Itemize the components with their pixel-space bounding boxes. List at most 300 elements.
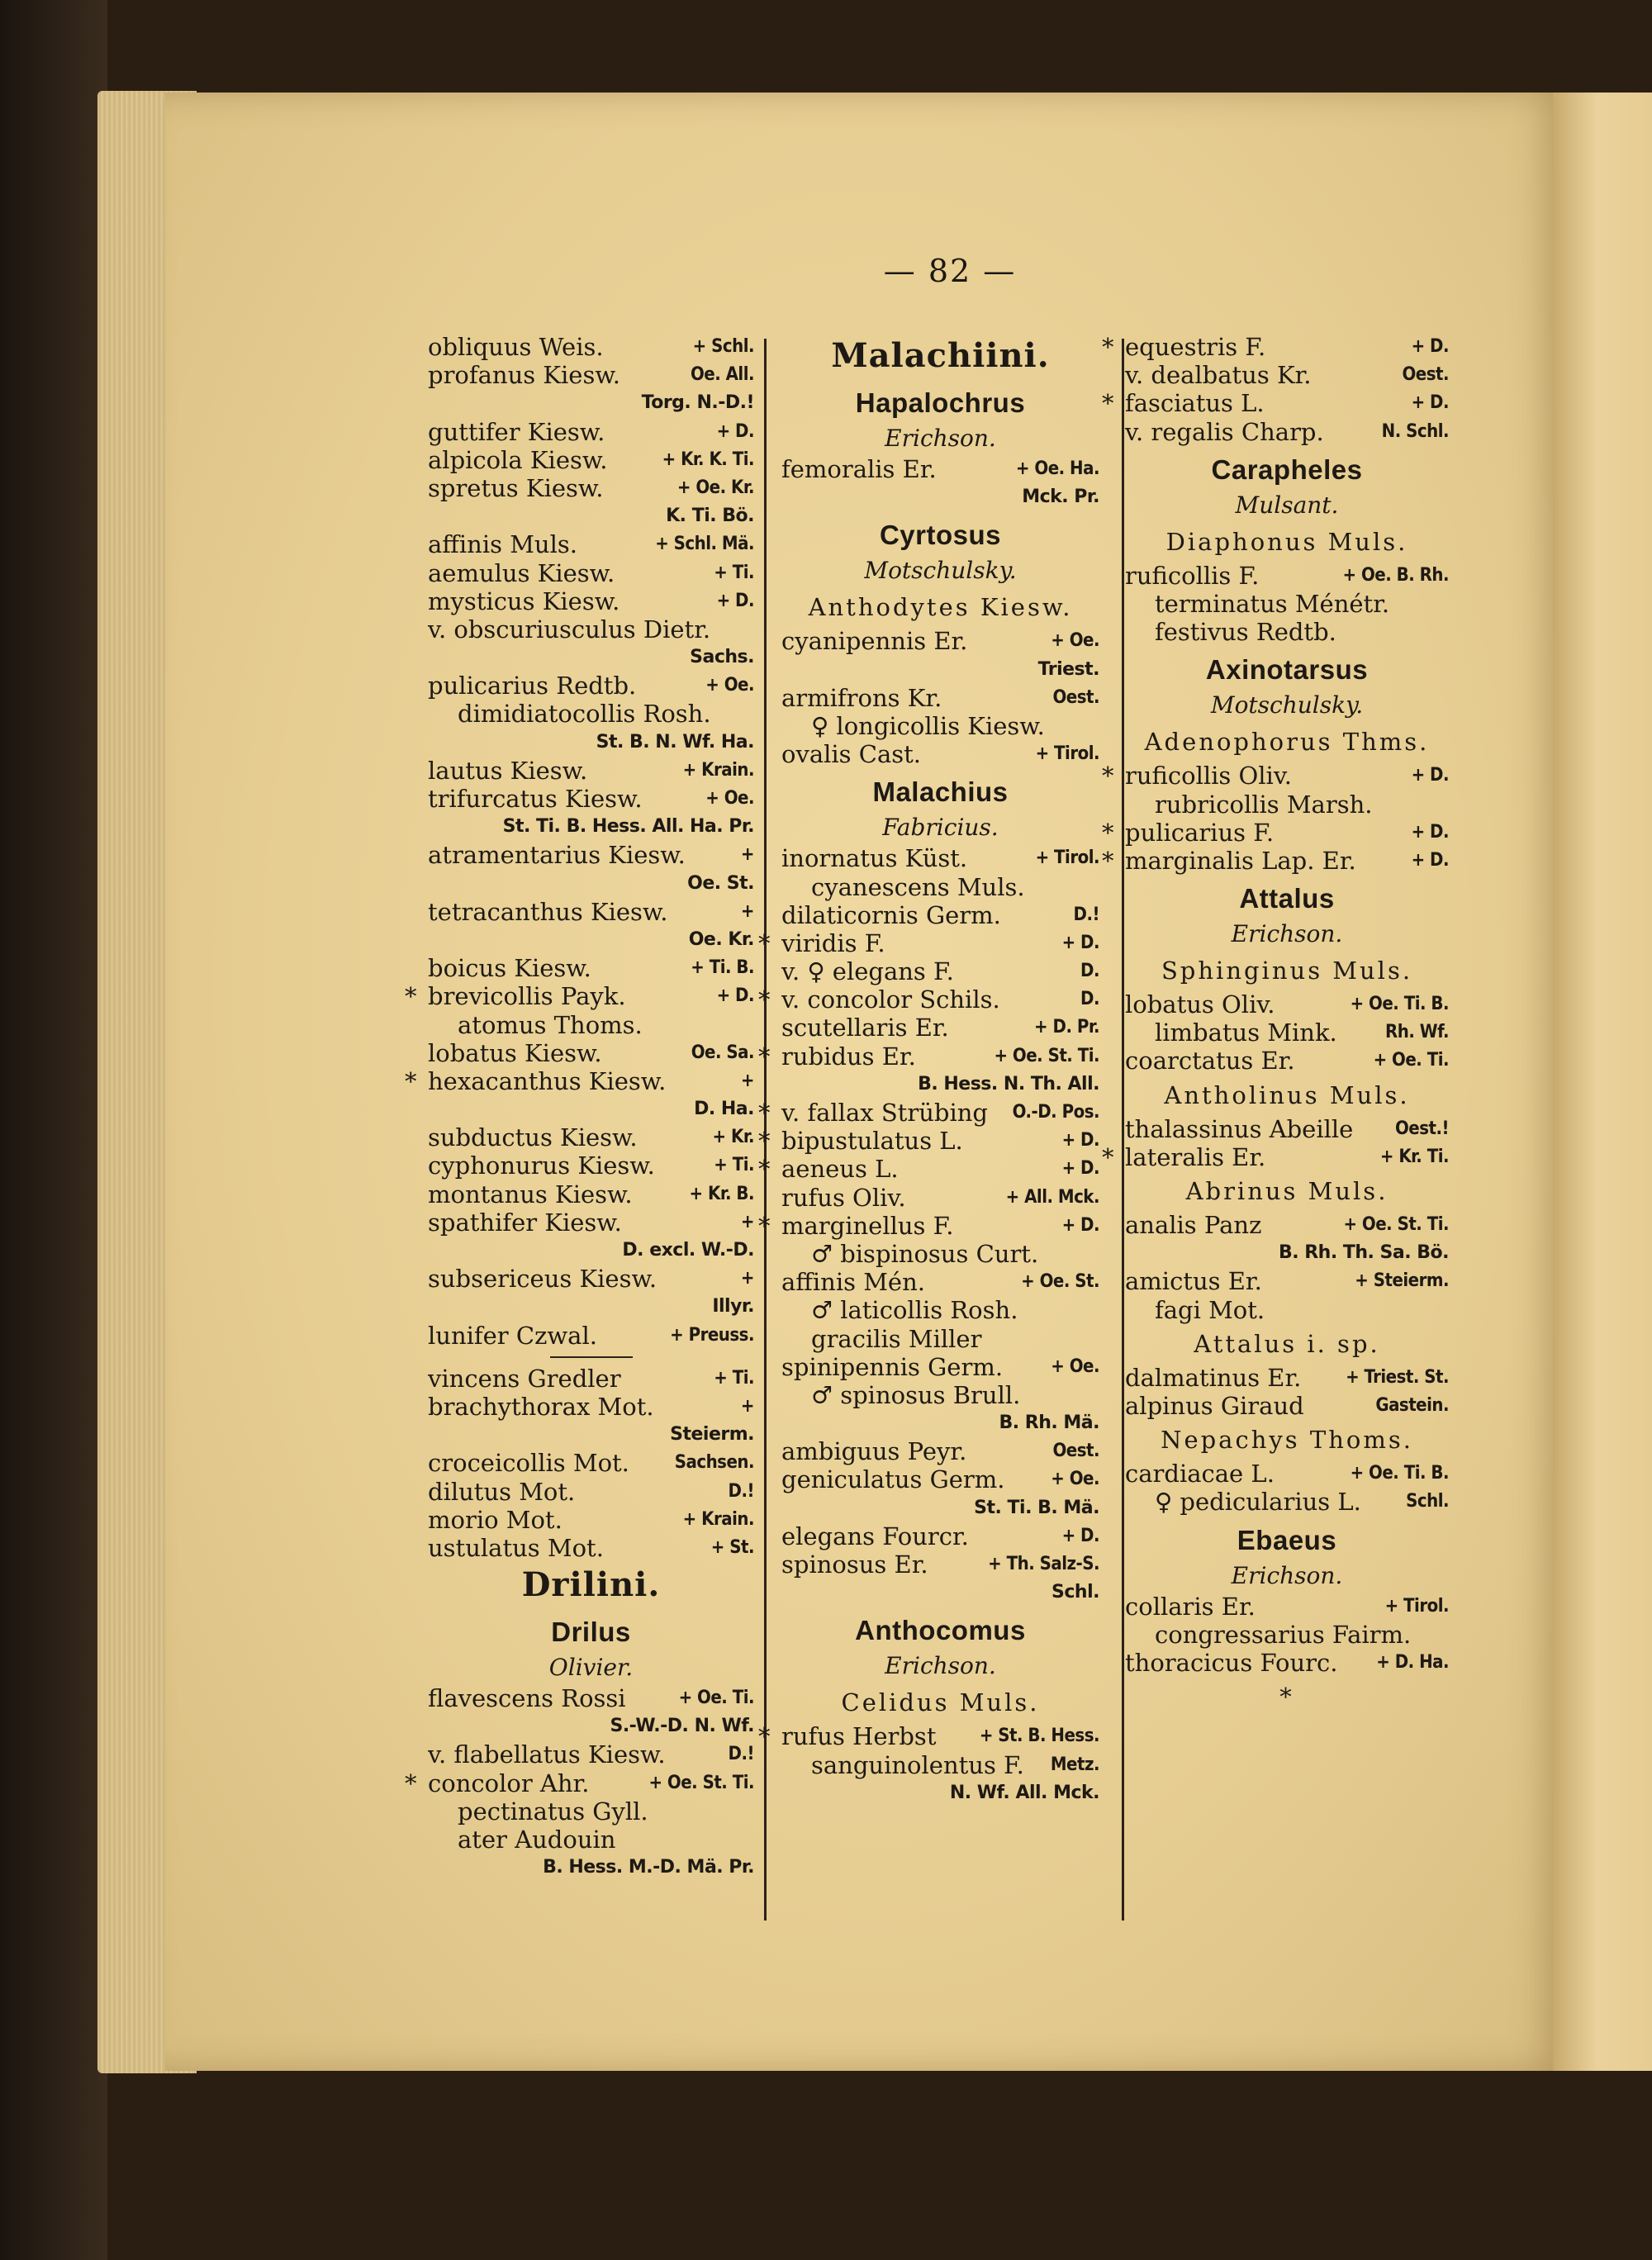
species-name: marginalis Lap. Er. (1125, 846, 1356, 875)
species-entry (428, 785, 754, 813)
species-entry (1125, 418, 1449, 446)
distribution-range: + D. Ha. (1376, 1651, 1449, 1673)
distribution-range: + D. (1411, 336, 1449, 357)
species-name: ♀ pedicularius L. (1155, 1488, 1361, 1517)
species-entry (1125, 1649, 1449, 1677)
species-entry (781, 1184, 1099, 1212)
species-name: rubidus Er. (781, 1042, 916, 1071)
species-name: v. dealbatus Kr. (1125, 361, 1312, 390)
species-entry (758, 985, 1099, 1014)
distribution-range: + Oe. B. Rh. (1342, 564, 1449, 586)
species-name: limbatus Mink. (1155, 1018, 1337, 1047)
species-entry (781, 957, 1099, 985)
asterisk-mark: * (758, 1099, 771, 1127)
species-name: gracilis Miller (811, 1324, 982, 1353)
asterisk-mark: * (405, 1769, 417, 1797)
asterisk-mark: * (758, 1155, 771, 1184)
species-name: lobatus Kiesw. (428, 1038, 602, 1067)
species-entry (428, 1123, 754, 1151)
species-name: ruficollis Oliv. (1125, 762, 1292, 791)
distribution-range: + Schl. Mä. (655, 534, 754, 555)
distribution-continuation: Torg. N.-D.! (641, 392, 754, 414)
distribution-range: + D. (716, 420, 754, 442)
species-entry (781, 1325, 1099, 1353)
distribution-range: Oest. (1052, 1441, 1099, 1462)
species-name: sanguinolentus F. (811, 1750, 1024, 1779)
distribution-range: Oe. All. (690, 364, 754, 386)
species-name: armifrons Kr. (781, 683, 942, 712)
species-name: rufus Herbst (781, 1722, 937, 1751)
species-entry (1125, 1047, 1449, 1075)
species-name: v. flabellatus Kiesw. (428, 1740, 666, 1769)
distribution-continuation: Oe. Kr. (688, 928, 754, 950)
species-name: v. concolor Schils. (781, 985, 1000, 1014)
species-entry (781, 455, 1099, 483)
species-name: affinis Mén. (781, 1268, 925, 1297)
distribution-range: + Oe. Kr. (676, 477, 754, 498)
distribution-range: + Tirol. (1035, 743, 1099, 765)
species-entry (1125, 618, 1449, 646)
distribution-range: + Oe. Ti. (1373, 1050, 1449, 1071)
species-entry (758, 1099, 1099, 1127)
species-entry (428, 1180, 754, 1208)
distribution-range: + Ti. (714, 1155, 754, 1176)
distribution-continuation: St. B. N. Wf. Ha. (596, 731, 754, 753)
distribution-continuation: Mck. Pr. (1022, 487, 1099, 508)
distribution-range: + St. (710, 1536, 754, 1558)
subgenus-heading: Antholinus Muls. (1164, 1080, 1410, 1109)
distribution-range: + Ti. B. (691, 957, 754, 979)
subgenus-heading: Nepachys Thoms. (1161, 1426, 1413, 1455)
species-entry (1125, 1267, 1449, 1295)
species-entry (428, 1365, 754, 1393)
species-name: amictus Er. (1125, 1267, 1262, 1296)
species-name: bipustulatus L. (781, 1127, 963, 1156)
distribution-continuation: B. Hess. M.-D. Mä. Pr. (543, 1857, 754, 1878)
species-name: v. ♀ elegans F. (781, 957, 954, 986)
subgenus-heading: Celidus Muls. (841, 1688, 1040, 1717)
species-name: coarctatus Er. (1125, 1047, 1295, 1075)
species-entry (428, 446, 754, 474)
species-entry (428, 1478, 754, 1506)
species-entry (428, 1039, 754, 1067)
distribution-continuation: D. excl. W.-D. (622, 1240, 754, 1261)
species-name: geniculatus Germ. (781, 1465, 1005, 1494)
distribution-range: + Oe. St. Ti. (1343, 1214, 1449, 1235)
species-name: ater Audouin (458, 1826, 616, 1854)
asterisk-mark: * (1102, 1142, 1114, 1171)
distribution-range: D.! (728, 1744, 754, 1765)
species-name: hexacanthus Kiesw. (428, 1066, 667, 1095)
species-entry (758, 928, 1099, 957)
species-entry (781, 1437, 1099, 1465)
distribution-range: + Ti. (714, 1367, 754, 1389)
species-entry (428, 418, 754, 446)
genus-author: Mulsant. (1235, 491, 1339, 519)
distribution-range: + (740, 1211, 754, 1232)
distribution-range: + D. (1411, 849, 1449, 871)
asterisk-mark: * (758, 928, 771, 957)
species-name: subductus Kiesw. (428, 1123, 638, 1152)
species-name: rubricollis Marsh. (1155, 790, 1373, 819)
species-entry (781, 740, 1099, 768)
species-name: dalmatinus Er. (1125, 1363, 1302, 1392)
asterisk-mark: * (758, 1211, 771, 1240)
species-name: alpinus Giraud (1125, 1391, 1304, 1420)
distribution-range: Rh. Wf. (1384, 1022, 1449, 1043)
species-name: vincens Gredler (428, 1364, 621, 1393)
species-name: montanus Kiesw. (428, 1180, 633, 1208)
species-name: fagi Mot. (1155, 1295, 1265, 1324)
species-entry (1125, 1018, 1449, 1047)
species-entry (1102, 818, 1449, 847)
distribution-range: + D. Pr. (1034, 1017, 1099, 1038)
distribution-range: + Oe. St. Ti. (648, 1772, 754, 1793)
species-name: v. fallax Strübing (781, 1099, 988, 1127)
genus-heading: Attalus (1239, 883, 1335, 914)
distribution-range: + D. (1061, 1158, 1099, 1180)
species-entry (428, 1506, 754, 1534)
species-entry (428, 1393, 754, 1421)
species-entry (1125, 990, 1449, 1018)
species-name: cyanescens Muls. (811, 872, 1025, 901)
distribution-range: + Ti. (714, 562, 754, 583)
species-name: spathifer Kiesw. (428, 1208, 622, 1237)
distribution-continuation: D. Ha. (694, 1099, 754, 1120)
species-entry (405, 1769, 754, 1797)
subgenus-heading: Sphinginus Muls. (1161, 957, 1413, 985)
species-entry (428, 587, 754, 615)
species-entry (781, 1550, 1099, 1579)
species-name: aeneus L. (781, 1155, 899, 1184)
distribution-range: Oest. (1402, 364, 1449, 386)
species-name: lobatus Oliv. (1125, 990, 1275, 1019)
distribution-range: + (740, 1268, 754, 1289)
distribution-range: + Oe. (1051, 1469, 1099, 1490)
species-name: femoralis Er. (781, 455, 937, 483)
species-name: ruficollis F. (1125, 561, 1260, 590)
species-entry (428, 1011, 754, 1039)
species-name: aemulus Kiesw. (428, 558, 615, 587)
distribution-range: + Kr. B. (689, 1183, 754, 1204)
distribution-continuation: Schl. (1051, 1582, 1099, 1603)
species-entry (1102, 1142, 1449, 1171)
genus-author: Erichson. (1231, 1561, 1343, 1589)
species-name: ovalis Cast. (781, 740, 922, 769)
genus-heading: Ebaeus (1237, 1524, 1337, 1555)
species-name: analis Panz (1125, 1211, 1262, 1239)
species-name: festivus Redtb. (1155, 618, 1336, 647)
species-entry (428, 1265, 754, 1293)
species-entry (428, 1740, 754, 1769)
species-entry (781, 1296, 1099, 1324)
distribution-range: + Oe. Ti. B. (1350, 1463, 1449, 1484)
species-entry (781, 1381, 1099, 1409)
species-name: brachythorax Mot. (428, 1392, 654, 1421)
species-entry (428, 530, 754, 558)
asterisk-mark: * (405, 982, 417, 1011)
species-entry (781, 844, 1099, 872)
column-right (1102, 333, 1449, 1716)
species-entry (781, 1465, 1099, 1493)
genus-heading: Carapheles (1211, 453, 1363, 485)
species-name: pectinatus Gyll. (458, 1797, 648, 1826)
distribution-range: + Oe. (1051, 630, 1099, 652)
distribution-range: + D. (716, 985, 754, 1007)
species-name: lautus Kiesw. (428, 756, 588, 785)
species-name: ustulatus Mot. (428, 1533, 604, 1562)
species-entry (428, 841, 754, 869)
genus-author: Erichson. (1231, 920, 1343, 948)
distribution-range: + D. (1061, 932, 1099, 953)
genus-heading: Drilus (551, 1617, 631, 1648)
species-entry (758, 1211, 1099, 1240)
distribution-range: + D. (1061, 1525, 1099, 1546)
distribution-continuation: Illyr. (712, 1296, 754, 1318)
distribution-range: + D. (716, 590, 754, 611)
species-name: equestris F. (1125, 333, 1266, 361)
species-name: thoracicus Fourc. (1125, 1648, 1338, 1677)
genus-heading: Anthocomus (855, 1615, 1026, 1646)
distribution-range: + Krain. (682, 759, 754, 781)
species-entry (428, 559, 754, 587)
distribution-range: + D. (1061, 1130, 1099, 1151)
species-entry (1125, 1115, 1449, 1143)
distribution-range: Oest.! (1394, 1118, 1449, 1139)
species-name: congressarius Fairm. (1155, 1620, 1412, 1649)
species-entry (1102, 846, 1449, 875)
next-page-edge (1553, 93, 1652, 2071)
species-entry (1125, 1364, 1449, 1392)
distribution-range: + Schl. (692, 336, 754, 357)
species-entry (781, 712, 1099, 740)
species-entry (428, 1449, 754, 1477)
species-name: viridis F. (781, 928, 885, 957)
species-name: lunifer Czwal. (428, 1321, 597, 1350)
species-name: obliquus Weis. (428, 333, 604, 361)
species-entry (781, 1522, 1099, 1550)
species-entry (781, 1240, 1099, 1268)
species-entry (405, 982, 754, 1011)
species-entry (428, 1151, 754, 1180)
asterisk-mark: * (1102, 846, 1114, 875)
distribution-range: D. (1080, 961, 1099, 982)
asterisk-mark: * (1102, 333, 1114, 361)
species-name: elegans Fourcr. (781, 1522, 969, 1550)
species-name: spinosus Er. (781, 1550, 928, 1579)
distribution-range: + Oe. Ti. (678, 1688, 754, 1709)
species-name: boicus Kiesw. (428, 954, 591, 983)
distribution-continuation: B. Rh. Mä. (999, 1412, 1099, 1434)
species-name: ♂ bispinosus Curt. (811, 1239, 1039, 1268)
genus-author: Fabricius. (882, 814, 999, 842)
genus-heading: Cyrtosus (879, 520, 1002, 551)
genus-heading: Malachius (872, 776, 1009, 808)
species-name: rufus Oliv. (781, 1183, 906, 1212)
species-name: ♂ laticollis Rosh. (811, 1296, 1018, 1325)
species-entry (1125, 791, 1449, 819)
distribution-continuation: Steierm. (670, 1424, 754, 1446)
species-entry (781, 1014, 1099, 1042)
distribution-range: Oest. (1052, 686, 1099, 708)
species-name: fasciatus L. (1125, 389, 1265, 418)
species-entry (1125, 590, 1449, 618)
species-name: ♀ longicollis Kiesw. (811, 711, 1045, 740)
species-name: subsericeus Kiesw. (428, 1265, 657, 1294)
column-rule-right (1122, 339, 1124, 1921)
subgenus-heading: Adenophorus Thms. (1144, 728, 1430, 757)
asterisk-mark: * (758, 1722, 771, 1751)
asterisk-mark: * (405, 1066, 417, 1095)
distribution-range: D. (1080, 989, 1099, 1010)
page-number: — 82 — (883, 253, 1017, 289)
distribution-range: + D. (1411, 765, 1449, 786)
distribution-range: + (740, 1395, 754, 1417)
distribution-range: + Kr. K. Ti. (662, 449, 754, 470)
distribution-range: + Krain. (682, 1508, 754, 1530)
distribution-range: + Preuss. (670, 1324, 754, 1346)
species-name: dilaticornis Germ. (781, 900, 1001, 929)
species-name: cardiacae L. (1125, 1460, 1275, 1488)
species-entry (758, 1722, 1099, 1751)
species-entry (428, 1797, 754, 1826)
species-entry (428, 333, 754, 361)
distribution-range: Sachsen. (674, 1452, 754, 1474)
species-name: ambiguus Peyr. (781, 1437, 967, 1466)
distribution-range: D.! (728, 1480, 754, 1502)
species-entry (1125, 1460, 1449, 1488)
tribe-heading: Malachiini. (831, 336, 1050, 375)
species-name: pulicarius F. (1125, 818, 1275, 847)
species-name: atomus Thoms. (458, 1010, 643, 1039)
species-entry (428, 700, 754, 728)
distribution-range: Schl. (1406, 1491, 1449, 1512)
genus-author: Motschulsky. (864, 557, 1017, 585)
distribution-range: + St. B. Hess. (979, 1726, 1099, 1747)
species-name: spretus Kiesw. (428, 473, 604, 502)
distribution-range: + (740, 900, 754, 922)
distribution-range: O.-D. Pos. (1012, 1102, 1099, 1123)
distribution-range: + Oe. (705, 788, 754, 809)
section-divider (550, 1356, 633, 1358)
species-name: ♂ spinosus Brull. (811, 1380, 1021, 1409)
species-entry (781, 1353, 1099, 1381)
species-entry (428, 1534, 754, 1562)
species-entry (428, 757, 754, 785)
asterisk-mark: * (1102, 818, 1114, 847)
species-name: dilutus Mot. (428, 1477, 576, 1506)
distribution-continuation: B. Rh. Th. Sa. Bö. (1278, 1242, 1449, 1264)
subgenus-heading: Attalus i. sp. (1194, 1329, 1380, 1358)
distribution-range: + Tirol. (1384, 1595, 1449, 1617)
distribution-range: + Th. Salz-S. (988, 1554, 1099, 1574)
distribution-continuation: K. Ti. Bö. (666, 506, 754, 527)
species-name: trifurcatus Kiesw. (428, 785, 643, 813)
distribution-range: + All. Mck. (1005, 1186, 1099, 1208)
species-name: v. obscuriusculus Dietr. (428, 615, 711, 643)
species-name: marginellus F. (781, 1211, 954, 1240)
species-entry (781, 1751, 1099, 1779)
distribution-range: + Oe. Ti. B. (1350, 994, 1449, 1015)
species-entry (428, 361, 754, 389)
species-name: spinipennis Germ. (781, 1352, 1004, 1381)
species-entry (758, 1155, 1099, 1184)
distribution-continuation: N. Wf. All. Mck. (949, 1782, 1099, 1803)
asterisk-mark: * (758, 1042, 771, 1071)
genus-author: Erichson. (885, 1652, 996, 1680)
distribution-continuation: B. Hess. N. Th. All. (918, 1073, 1099, 1094)
distribution-continuation: St. Ti. B. Hess. All. Ha. Pr. (502, 816, 754, 838)
species-entry (758, 1042, 1099, 1071)
species-entry (781, 873, 1099, 901)
species-name: profanus Kiesw. (428, 361, 620, 390)
subgenus-heading: Diaphonus Muls. (1165, 527, 1408, 556)
species-entry (1125, 562, 1449, 590)
species-name: lateralis Er. (1125, 1142, 1266, 1171)
book-cover-edge (0, 0, 107, 2260)
distribution-range: + Oe. (705, 675, 754, 696)
distribution-continuation: St. Ti. B. Mä. (974, 1497, 1099, 1518)
species-entry (428, 672, 754, 700)
species-name: pulicarius Redtb. (428, 672, 637, 700)
distribution-range: + Tirol. (1035, 848, 1099, 869)
species-name: atramentarius Kiesw. (428, 841, 686, 870)
distribution-range: + (740, 1070, 754, 1091)
species-entry (1102, 333, 1449, 361)
species-name: cyphonurus Kiesw. (428, 1151, 655, 1180)
species-entry (1125, 1296, 1449, 1324)
distribution-range: + Oe. St. Ti. (994, 1045, 1099, 1066)
species-name: flavescens Rossi (428, 1684, 626, 1713)
species-name: tetracanthus Kiesw. (428, 897, 668, 926)
asterisk-mark: * (758, 1127, 771, 1156)
distribution-range: + Oe. (1051, 1356, 1099, 1377)
species-name: terminatus Ménétr. (1155, 589, 1390, 618)
species-entry (428, 615, 754, 643)
genus-heading: Axinotarsus (1205, 654, 1369, 686)
species-entry (758, 1127, 1099, 1156)
species-name: inornatus Küst. (781, 844, 968, 873)
species-entry (781, 901, 1099, 929)
species-name: scutellaris Er. (781, 1014, 949, 1042)
distribution-range: + D. (1061, 1214, 1099, 1236)
distribution-continuation: Triest. (1037, 658, 1099, 680)
distribution-continuation: Oe. St. (687, 872, 754, 894)
species-name: guttifer Kiesw. (428, 417, 605, 446)
distribution-range: + Kr. Ti. (1379, 1146, 1449, 1167)
species-name: affinis Muls. (428, 530, 577, 559)
column-middle (758, 333, 1099, 1807)
distribution-range: + Steierm. (1355, 1270, 1449, 1292)
species-entry (1125, 1621, 1449, 1649)
species-entry (1125, 1392, 1449, 1420)
species-name: concolor Ahr. (428, 1769, 590, 1797)
species-entry (781, 684, 1099, 712)
species-name: thalassinus Abeille (1125, 1114, 1354, 1143)
end-asterisk: * (1279, 1683, 1294, 1712)
species-entry (1125, 1488, 1449, 1516)
distribution-range: + Oe. St. (1021, 1271, 1099, 1293)
distribution-continuation: S.-W.-D. N. Wf. (610, 1716, 754, 1737)
distribution-range: + Triest. St. (1346, 1366, 1449, 1388)
genus-heading: Hapalochrus (855, 387, 1026, 418)
distribution-continuation: Sachs. (690, 647, 754, 668)
distribution-range: Gastein. (1375, 1394, 1449, 1416)
distribution-range: + Oe. Ha. (1015, 458, 1099, 479)
genus-author: Motschulsky. (1210, 691, 1364, 719)
species-name: dimidiatocollis Rosh. (458, 700, 711, 729)
distribution-range: N. Schl. (1381, 420, 1449, 442)
